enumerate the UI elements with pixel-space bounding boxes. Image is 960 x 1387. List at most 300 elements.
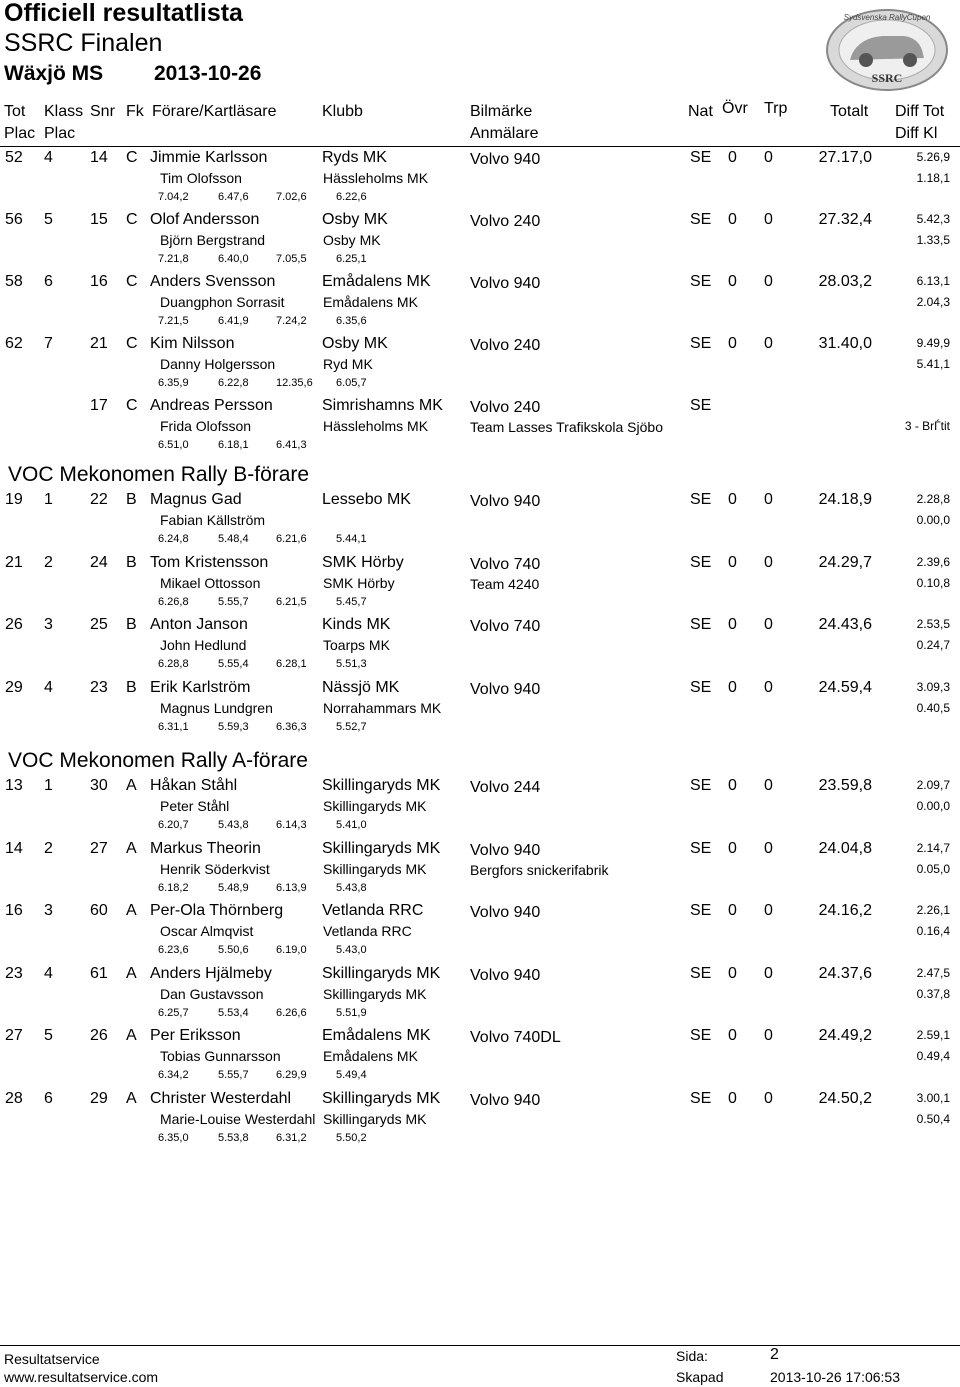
car-make: Volvo 240 [470, 399, 541, 416]
codriver-name: Danny Holgersson [160, 356, 276, 372]
klass-plac: 5 [44, 211, 53, 228]
total-time: 24.16,2 [818, 902, 872, 919]
class-code: C [126, 335, 138, 352]
total-time: 31.40,0 [818, 335, 872, 352]
car-make: Volvo 244 [470, 779, 541, 796]
nationality: SE [690, 335, 712, 352]
codriver-club: Hässleholms MK [323, 170, 429, 186]
codriver-name: John Hedlund [160, 637, 247, 653]
diff-class: 0.49,4 [916, 1049, 950, 1063]
codriver-name: Magnus Lundgren [160, 700, 273, 716]
total-time: 28.03,2 [818, 273, 872, 290]
stage-time: 5.45,7 [336, 596, 367, 608]
driver-name: Christer Westerdahl [150, 1090, 292, 1107]
diff-total: 3.00,1 [916, 1091, 950, 1105]
klass-plac: 3 [44, 616, 53, 633]
klass-plac: 2 [44, 840, 53, 857]
stage-time: 6.25,7 [158, 1007, 189, 1019]
col-klubb: Klubb [322, 103, 363, 120]
footer-created: 2013-10-26 17:06:53 [770, 1369, 900, 1385]
class-code: C [126, 397, 138, 414]
stage-time: 5.52,7 [336, 721, 367, 733]
ovr-penalty: 0 [728, 554, 737, 571]
driver-name: Magnus Gad [150, 491, 242, 508]
codriver-name: Dan Gustavsson [160, 986, 264, 1002]
stage-time: 6.26,6 [276, 1007, 307, 1019]
stage-time: 6.35,9 [158, 377, 189, 389]
stage-time: 7.05,5 [276, 253, 307, 265]
ovr-penalty: 0 [728, 616, 737, 633]
start-number: 23 [90, 679, 108, 696]
car-make: Volvo 940 [470, 842, 541, 859]
stage-time: 5.49,4 [336, 1069, 367, 1081]
car-make: Volvo 740 [470, 556, 541, 573]
tot-plac: 13 [5, 777, 23, 794]
ovr-penalty: 0 [728, 211, 737, 228]
klass-plac: 3 [44, 902, 53, 919]
codriver-club: Emådalens MK [323, 1048, 418, 1064]
codriver-club: Skillingaryds MK [323, 1111, 427, 1127]
stage-time: 6.36,3 [276, 721, 307, 733]
trp-penalty: 0 [764, 616, 773, 633]
codriver-name: Mikael Ottosson [160, 575, 261, 591]
driver-name: Per-Ola Thörnberg [150, 902, 284, 919]
start-number: 25 [90, 616, 108, 633]
class-code: C [126, 149, 138, 166]
trp-penalty: 0 [764, 211, 773, 228]
tot-plac: 52 [5, 149, 23, 166]
class-code: C [126, 273, 138, 290]
col-fk: Fk [126, 103, 144, 120]
class-code: B [126, 491, 137, 508]
car-make: Volvo 240 [470, 213, 541, 230]
codriver-club: Hässleholms MK [323, 418, 429, 434]
stage-time: 6.35,6 [336, 315, 367, 327]
start-number: 61 [90, 965, 108, 982]
diff-total: 2.47,5 [916, 966, 950, 980]
driver-club: Emådalens MK [322, 1027, 431, 1044]
total-time: 24.18,9 [818, 491, 872, 508]
diff-class: 0.16,4 [916, 924, 950, 938]
diff-total: 2.53,5 [916, 617, 950, 631]
tot-plac: 23 [5, 965, 23, 982]
driver-club: Lessebo MK [322, 491, 411, 508]
driver-name: Olof Andersson [150, 211, 260, 228]
stage-time: 6.19,0 [276, 944, 307, 956]
tot-plac: 26 [5, 616, 23, 633]
driver-name: Anders Hjälmeby [150, 965, 272, 982]
codriver-name: Oscar Almqvist [160, 923, 254, 939]
diff-class: 0.10,8 [916, 576, 950, 590]
class-code: A [126, 965, 137, 982]
codriver-club: Emådalens MK [323, 294, 418, 310]
start-number: 17 [90, 397, 108, 414]
diff-total: 2.28,8 [916, 492, 950, 506]
trp-penalty: 0 [764, 965, 773, 982]
klass-plac: 1 [44, 491, 53, 508]
codriver-name: Frida Olofsson [160, 418, 252, 434]
start-number: 60 [90, 902, 108, 919]
trp-penalty: 0 [764, 902, 773, 919]
driver-name: Jimmie Karlsson [150, 149, 268, 166]
codriver-name: Tim Olofsson [160, 170, 242, 186]
stage-time: 6.51,0 [158, 439, 189, 451]
diff-class: 0.24,7 [916, 638, 950, 652]
start-number: 22 [90, 491, 108, 508]
total-time: 23.59,8 [818, 777, 872, 794]
codriver-name: Fabian Källström [160, 512, 266, 528]
trp-penalty: 0 [764, 335, 773, 352]
stage-time: 6.40,0 [218, 253, 249, 265]
stage-time: 5.51,9 [336, 1007, 367, 1019]
tot-plac: 19 [5, 491, 23, 508]
nationality: SE [690, 149, 712, 166]
stage-time: 5.43,8 [336, 882, 367, 894]
diff-class: 1.18,1 [916, 171, 950, 185]
car-make: Volvo 940 [470, 493, 541, 510]
driver-club: Simrishamns MK [322, 397, 443, 414]
stage-time: 6.21,6 [276, 533, 307, 545]
stage-time: 7.02,6 [276, 191, 307, 203]
col-totalt: Totalt [830, 103, 869, 120]
codriver-name: Peter Ståhl [160, 798, 230, 814]
driver-club: SMK Hörby [322, 554, 404, 571]
car-make: Volvo 940 [470, 1092, 541, 1109]
diff-class: 2.04,3 [916, 295, 950, 309]
driver-name: Anton Janson [150, 616, 248, 633]
trp-penalty: 0 [764, 1027, 773, 1044]
ovr-penalty: 0 [728, 840, 737, 857]
stage-time: 6.18,2 [158, 882, 189, 894]
start-number: 26 [90, 1027, 108, 1044]
footer-website[interactable]: www.resultatservice.com [4, 1369, 159, 1385]
trp-penalty: 0 [764, 679, 773, 696]
nationality: SE [690, 902, 712, 919]
col-diff-kl: Diff Kl [895, 125, 938, 142]
ovr-penalty: 0 [728, 149, 737, 166]
diff-class: 0.40,5 [916, 701, 950, 715]
klass-plac: 4 [44, 679, 53, 696]
class-code: A [126, 1090, 137, 1107]
class-code: B [126, 554, 137, 571]
codriver-club: Toarps MK [323, 637, 390, 653]
stage-time: 6.29,9 [276, 1069, 307, 1081]
ovr-penalty: 0 [728, 902, 737, 919]
driver-name: Andreas Persson [150, 397, 273, 414]
stage-time: 6.25,1 [336, 253, 367, 265]
klass-plac: 6 [44, 273, 53, 290]
diff-class: 3 - BrЃtit [904, 419, 950, 433]
class-code: A [126, 902, 137, 919]
total-time: 24.37,6 [818, 965, 872, 982]
col-ovr: Övr [722, 100, 748, 117]
stage-time: 5.48,4 [218, 533, 249, 545]
ssrc-logo [822, 6, 952, 92]
codriver-name: Tobias Gunnarsson [160, 1048, 281, 1064]
nationality: SE [690, 777, 712, 794]
ovr-penalty: 0 [728, 965, 737, 982]
stage-time: 5.43,0 [336, 944, 367, 956]
car-make: Volvo 940 [470, 275, 541, 292]
driver-name: Tom Kristensson [150, 554, 269, 571]
nationality: SE [690, 965, 712, 982]
trp-penalty: 0 [764, 840, 773, 857]
col-bilmarke: Bilmärke [470, 103, 533, 120]
stage-time: 6.35,0 [158, 1132, 189, 1144]
nationality: SE [690, 616, 712, 633]
nationality: SE [690, 554, 712, 571]
klass-plac: 7 [44, 335, 53, 352]
footer-created-label: Skapad [676, 1369, 724, 1385]
ovr-penalty: 0 [728, 1090, 737, 1107]
diff-class: 5.41,1 [916, 357, 950, 371]
footer-company: Resultatservice [4, 1351, 100, 1367]
driver-club: Skillingaryds MK [322, 1090, 441, 1107]
footer-rule [0, 1345, 960, 1346]
ovr-penalty: 0 [728, 777, 737, 794]
event-date: 2013-10-26 [154, 62, 262, 85]
ovr-penalty: 0 [728, 1027, 737, 1044]
diff-total: 5.42,3 [916, 212, 950, 226]
stage-time: 6.41,3 [276, 439, 307, 451]
diff-total: 2.26,1 [916, 903, 950, 917]
stage-time: 6.20,7 [158, 819, 189, 831]
codriver-club: SMK Hörby [323, 575, 395, 591]
entrant: Bergfors snickerifabrik [470, 862, 609, 878]
organizer: Wäxjö MS [4, 62, 104, 85]
page-title: Officiell resultatlista [4, 0, 243, 27]
stage-time: 7.24,2 [276, 315, 307, 327]
class-code: A [126, 840, 137, 857]
stage-time: 5.50,2 [336, 1132, 367, 1144]
stage-time: 5.44,1 [336, 533, 367, 545]
tot-plac: 56 [5, 211, 23, 228]
driver-name: Per Eriksson [150, 1027, 241, 1044]
start-number: 29 [90, 1090, 108, 1107]
logo-top-text: Sydsvenska RallyCupen [843, 13, 931, 22]
stage-time: 5.55,4 [218, 658, 249, 670]
col-trp: Trp [764, 100, 788, 117]
class-code: B [126, 616, 137, 633]
driver-club: Skillingaryds MK [322, 777, 441, 794]
stage-time: 5.59,3 [218, 721, 249, 733]
stage-time: 5.41,0 [336, 819, 367, 831]
driver-name: Anders Svensson [150, 273, 276, 290]
stage-time: 6.13,9 [276, 882, 307, 894]
klass-plac: 1 [44, 777, 53, 794]
diff-total: 2.39,6 [916, 555, 950, 569]
stage-time: 7.21,5 [158, 315, 189, 327]
total-time: 24.59,4 [818, 679, 872, 696]
nationality: SE [690, 491, 712, 508]
diff-class: 0.05,0 [916, 862, 950, 876]
header-rule [0, 146, 960, 147]
klass-plac: 6 [44, 1090, 53, 1107]
diff-total: 9.49,9 [916, 336, 950, 350]
class-code: A [126, 1027, 137, 1044]
stage-time: 12.35,6 [276, 377, 313, 389]
tot-plac: 21 [5, 554, 23, 571]
stage-time: 6.18,1 [218, 439, 249, 451]
trp-penalty: 0 [764, 491, 773, 508]
col-tot-plac: Plac [4, 125, 36, 142]
diff-total: 3.09,3 [916, 680, 950, 694]
codriver-club: Skillingaryds MK [323, 986, 427, 1002]
stage-time: 5.53,4 [218, 1007, 249, 1019]
stage-time: 5.51,3 [336, 658, 367, 670]
total-time: 27.32,4 [818, 211, 872, 228]
start-number: 15 [90, 211, 108, 228]
driver-club: Vetlanda RRC [322, 902, 424, 919]
tot-plac: 14 [5, 840, 23, 857]
klass-plac: 5 [44, 1027, 53, 1044]
stage-time: 6.22,8 [218, 377, 249, 389]
car-make: Volvo 740 [470, 618, 541, 635]
event-name: SSRC Finalen [4, 29, 163, 57]
stage-time: 6.28,8 [158, 658, 189, 670]
tot-plac: 27 [5, 1027, 23, 1044]
stage-time: 7.21,8 [158, 253, 189, 265]
tot-plac: 58 [5, 273, 23, 290]
stage-time: 6.24,8 [158, 533, 189, 545]
car-make: Volvo 740DL [470, 1029, 561, 1046]
diff-total: 5.26,9 [916, 150, 950, 164]
trp-penalty: 0 [764, 777, 773, 794]
nationality: SE [690, 211, 712, 228]
nationality: SE [690, 1027, 712, 1044]
car-make: Volvo 940 [470, 904, 541, 921]
codriver-club: Skillingaryds MK [323, 861, 427, 877]
tot-plac: 16 [5, 902, 23, 919]
car-make: Volvo 940 [470, 151, 541, 168]
driver-club: Skillingaryds MK [322, 965, 441, 982]
stage-time: 6.34,2 [158, 1069, 189, 1081]
total-time: 24.50,2 [818, 1090, 872, 1107]
codriver-club: Osby MK [323, 232, 381, 248]
trp-penalty: 0 [764, 273, 773, 290]
stage-time: 7.04,2 [158, 191, 189, 203]
class-code: C [126, 211, 138, 228]
start-number: 14 [90, 149, 108, 166]
car-make: Volvo 940 [470, 967, 541, 984]
driver-name: Kim Nilsson [150, 335, 235, 352]
col-snr: Snr [90, 103, 115, 120]
diff-total: 6.13,1 [916, 274, 950, 288]
stage-time: 6.31,2 [276, 1132, 307, 1144]
start-number: 30 [90, 777, 108, 794]
stage-time: 5.50,6 [218, 944, 249, 956]
stage-time: 6.14,3 [276, 819, 307, 831]
ovr-penalty: 0 [728, 679, 737, 696]
tot-plac: 62 [5, 335, 23, 352]
driver-club: Kinds MK [322, 616, 391, 633]
klass-plac: 4 [44, 965, 53, 982]
col-diff-tot: Diff Tot [895, 103, 945, 120]
stage-time: 6.05,7 [336, 377, 367, 389]
nationality: SE [690, 397, 712, 414]
stage-time: 5.55,7 [218, 596, 249, 608]
start-number: 16 [90, 273, 108, 290]
stage-time: 6.21,5 [276, 596, 307, 608]
col-klass: Klass [44, 103, 84, 120]
codriver-club: Skillingaryds MK [323, 798, 427, 814]
driver-club: Emådalens MK [322, 273, 431, 290]
start-number: 27 [90, 840, 108, 857]
klass-plac: 4 [44, 149, 53, 166]
trp-penalty: 0 [764, 1090, 773, 1107]
codriver-name: Marie-Louise Westerdahl [160, 1111, 316, 1127]
tot-plac: 29 [5, 679, 23, 696]
car-make: Volvo 240 [470, 337, 541, 354]
driver-club: Nässjö MK [322, 679, 400, 696]
footer-page-number: 2 [770, 1346, 779, 1363]
codriver-club: Ryd MK [323, 356, 373, 372]
col-forare: Förare/Kartläsare [152, 103, 277, 120]
stage-time: 6.22,6 [336, 191, 367, 203]
driver-name: Erik Karlström [150, 679, 251, 696]
col-nat: Nat [688, 103, 713, 120]
col-klass-plac: Plac [44, 125, 76, 142]
codriver-name: Duangphon Sorrasit [160, 294, 285, 310]
start-number: 24 [90, 554, 108, 571]
stage-time: 5.48,9 [218, 882, 249, 894]
col-anmalare: Anmälare [470, 125, 539, 142]
nationality: SE [690, 840, 712, 857]
trp-penalty: 0 [764, 554, 773, 571]
trp-penalty: 0 [764, 149, 773, 166]
ovr-penalty: 0 [728, 335, 737, 352]
diff-total: 2.14,7 [916, 841, 950, 855]
start-number: 21 [90, 335, 108, 352]
total-time: 24.49,2 [818, 1027, 872, 1044]
driver-name: Håkan Ståhl [150, 777, 238, 794]
driver-club: Osby MK [322, 335, 388, 352]
nationality: SE [690, 1090, 712, 1107]
driver-club: Osby MK [322, 211, 388, 228]
driver-name: Markus Theorin [150, 840, 261, 857]
total-time: 24.43,6 [818, 616, 872, 633]
codriver-club: Norrahammars MK [323, 700, 442, 716]
entrant: Team Lasses Trafikskola Sjöbo [470, 419, 663, 435]
ovr-penalty: 0 [728, 273, 737, 290]
codriver-name: Björn Bergstrand [160, 232, 266, 248]
klass-plac: 2 [44, 554, 53, 571]
ovr-penalty: 0 [728, 491, 737, 508]
nationality: SE [690, 679, 712, 696]
diff-total: 2.09,7 [916, 778, 950, 792]
col-tot: Tot [4, 103, 26, 120]
tot-plac: 28 [5, 1090, 23, 1107]
codriver-club: Vetlanda RRC [323, 923, 412, 939]
stage-time: 6.23,6 [158, 944, 189, 956]
total-time: 27.17,0 [818, 149, 872, 166]
stage-time: 6.31,1 [158, 721, 189, 733]
stage-time: 5.43,8 [218, 819, 249, 831]
entrant: Team 4240 [470, 576, 540, 592]
diff-class: 0.37,8 [916, 987, 950, 1001]
section-title: VOC Mekonomen Rally A-förare [8, 749, 308, 772]
footer-page-label: Sida: [676, 1348, 708, 1364]
total-time: 24.04,8 [818, 840, 872, 857]
codriver-name: Henrik Söderkvist [160, 861, 270, 877]
driver-club: Skillingaryds MK [322, 840, 441, 857]
diff-class: 1.33,5 [916, 233, 950, 247]
diff-class: 0.50,4 [916, 1112, 950, 1126]
class-code: B [126, 679, 137, 696]
car-make: Volvo 940 [470, 681, 541, 698]
class-code: A [126, 777, 137, 794]
stage-time: 6.28,1 [276, 658, 307, 670]
